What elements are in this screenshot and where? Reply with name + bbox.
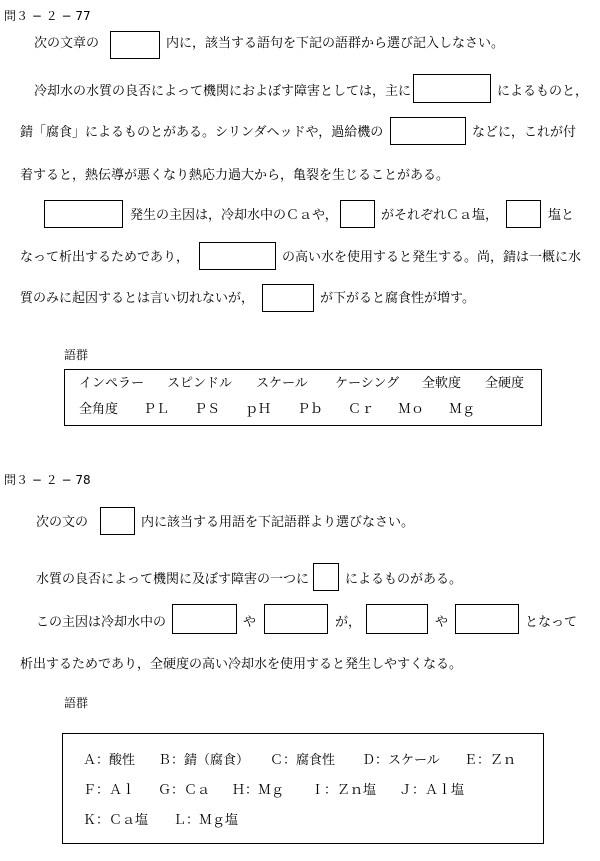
q77-blank-5[interactable] <box>506 200 541 228</box>
q77-word: インペラー <box>79 376 145 391</box>
q78-word: Ｈ：Ｍｇ <box>232 783 285 798</box>
q77-word: Ｍｏ <box>398 402 425 417</box>
q77-example-blank <box>110 31 160 59</box>
q77-instruction-start: 次の文章の <box>34 36 100 51</box>
q78-example-blank <box>100 507 135 535</box>
q78-line2-ya: や <box>243 615 257 630</box>
q78-line2-text: この主因は冷却水中の <box>36 615 167 630</box>
q77-blank-2[interactable] <box>390 117 466 145</box>
q78-heading: 問３ − ２ − 78 <box>4 473 91 487</box>
q77-word: Ｐｂ <box>297 402 324 417</box>
q78-word: Ｊ：Ａｌ塩 <box>399 783 465 798</box>
q77-line3-text: 着すると，熱伝導が悪くなり熱応力過大から，亀裂を生じることがある。 <box>20 168 450 183</box>
q78-word: Ｉ：Ｚｎ塩 <box>311 783 377 798</box>
q77-line6-text: 質のみに起因するとは言い切れないが， <box>20 291 255 306</box>
q78-word: Ｃ：腐食性 <box>270 753 336 768</box>
q77-line1-text: 冷却水の水質の良否によって機関におよぼす障害としては，主に <box>34 84 412 99</box>
q77-word: ｐＨ <box>245 402 272 417</box>
q78-instruction-start: 次の文の <box>36 515 89 530</box>
q78-line3-text: 析出するためであり，全硬度の高い冷却水を使用すると発生しやすくなる。 <box>20 657 463 672</box>
q77-word: Ｃｒ <box>348 402 375 417</box>
q77-blank-7[interactable] <box>262 284 314 312</box>
q77-word: ＰＳ <box>194 402 221 417</box>
q77-line4-mid: がそれぞれＣａ塩， <box>381 208 499 223</box>
q78-word: Ｆ：Ａｌ <box>83 783 136 798</box>
q77-heading: 問３ − ２ − 77 <box>4 9 91 23</box>
q77-word: ケーシング <box>335 376 400 391</box>
q77-wordgroup-title: 語群 <box>64 348 89 362</box>
q77-word: ＰＬ <box>143 402 170 417</box>
q78-wordgroup-title: 語群 <box>64 696 89 710</box>
q77-instruction-end: 内に，該当する語句を下記の語群から選び記入しなさい。 <box>166 36 505 51</box>
q77-word: 全軟度 <box>422 376 462 391</box>
q78-line1-text: 水質の良否によって機関に及ぼす障害の一つに <box>36 572 310 587</box>
q77-line6-end: が下がると腐食性が増す。 <box>320 291 475 306</box>
q77-line1-end: によるものと， <box>497 84 589 99</box>
q77-line5-end: の高い水を使用すると発生する。尚，錆は一概に水 <box>282 250 582 265</box>
q78-word: Ｄ：スケール <box>362 753 440 768</box>
q77-blank-6[interactable] <box>199 242 276 270</box>
q77-blank-4[interactable] <box>340 200 375 228</box>
q78-word: Ｇ：Ｃａ <box>158 783 211 798</box>
q78-line2-ga: が， <box>335 615 362 630</box>
q77-word: 全角度 <box>79 402 119 417</box>
q78-line2-end: となって <box>525 615 578 630</box>
q78-blank-3[interactable] <box>264 604 328 634</box>
q77-line4-end: 塩と <box>548 208 575 223</box>
q78-word: Ｌ：Ｍｇ塩 <box>173 813 239 828</box>
q77-blank-1[interactable] <box>413 74 491 103</box>
q78-word: Ａ：酸性 <box>83 753 136 768</box>
q78-instruction-end: 内に該当する用語を下記語群より選びなさい。 <box>141 515 415 530</box>
q77-blank-3[interactable] <box>44 200 123 228</box>
q78-line1-end: によるものがある。 <box>345 572 463 587</box>
q77-word: Ｍｇ <box>449 402 476 417</box>
q78-blank-4[interactable] <box>366 604 428 634</box>
q78-line2-ya2: や <box>435 615 449 630</box>
q78-blank-2[interactable] <box>172 604 237 634</box>
q78-word: Ｋ：Ｃａ塩 <box>83 813 149 828</box>
q77-line4-text: 発生の主因は，冷却水中のＣａや， <box>130 208 338 223</box>
q77-line2-text: 錆「腐食」によるものとがある。シリンダヘッドや，過給機の <box>20 125 384 140</box>
q77-word: スケール <box>256 376 308 391</box>
q77-wordgroup-box <box>64 369 542 426</box>
q78-wordgroup-box <box>62 733 544 844</box>
q77-word: 全硬度 <box>485 376 525 391</box>
q78-word: Ｅ：Ｚｎ <box>464 753 517 768</box>
q77-line2-end: などに，これが付 <box>472 125 577 140</box>
q78-blank-1[interactable] <box>313 563 339 591</box>
q77-word: スピンドル <box>167 376 233 391</box>
q78-blank-5[interactable] <box>455 604 519 634</box>
q77-line5-text: なって析出するためであり， <box>20 250 190 265</box>
q78-word: Ｂ：錆（腐食） <box>158 753 250 768</box>
